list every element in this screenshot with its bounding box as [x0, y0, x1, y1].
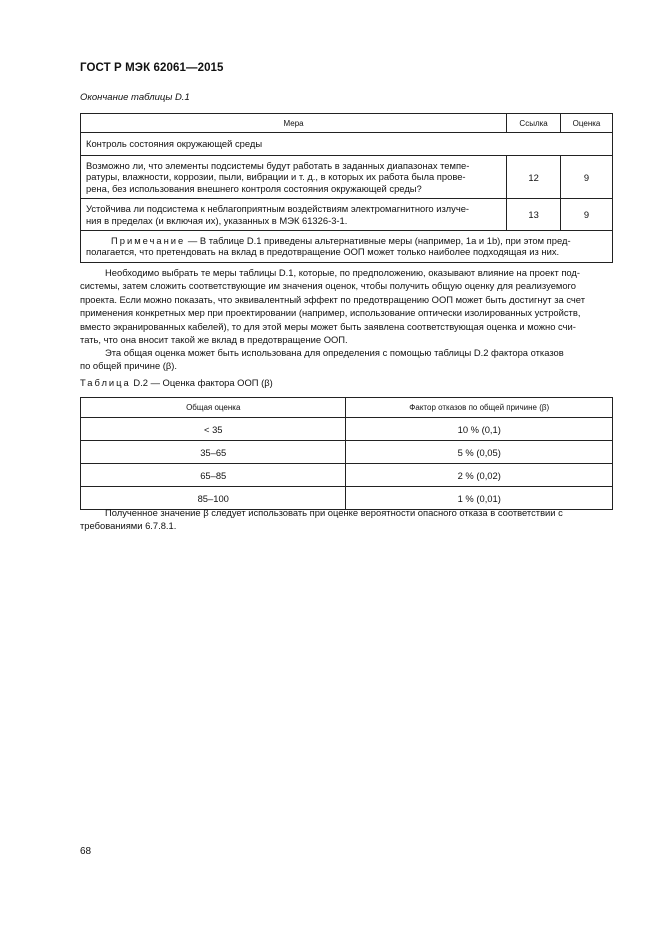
text-line: вместо экранированных кабелей), то для этой меры может быть заявлена соответствующая оценка и можно счи-: [80, 320, 576, 332]
column-header-measure: Мера: [81, 114, 507, 133]
table-header-row: [81, 398, 613, 418]
text-line: системы, затем сложить соответствующие им значения оценок, чтобы получить общую оценку для реализуемого: [80, 280, 576, 292]
score-cell: 9: [561, 199, 613, 231]
reference-cell: 13: [507, 199, 561, 231]
note-label: Примечание: [111, 235, 186, 246]
document-code: ГОСТ Р МЭК 62061—2015: [80, 62, 224, 74]
column-header-reference: Ссылка: [507, 114, 561, 133]
factor-cell: 2 % (0,02): [346, 464, 613, 487]
column-header-factor: Фактор отказов по общей причине (β): [346, 398, 613, 418]
table-row: [81, 199, 613, 231]
table-row: [81, 464, 613, 487]
paragraph-beta-usage: [80, 506, 613, 533]
table-d2: [80, 397, 613, 510]
caption-text: D.2 — Оценка фактора ООП (β): [130, 377, 273, 388]
text-line: применения конкретных мер при проектировании (например, использование оптически изолированных устройств,: [80, 307, 581, 319]
factor-cell: 5 % (0,05): [346, 441, 613, 464]
text-line: требованиями 6.7.8.1.: [80, 520, 177, 532]
section-title: Контроль состояния окружающей среды: [81, 133, 613, 156]
measure-cell: [81, 156, 507, 199]
page-number: 68: [80, 846, 92, 857]
caption-word: Таблица: [80, 377, 131, 388]
measure-cell: [81, 199, 507, 231]
reference-cell: 12: [507, 156, 561, 199]
text-line: проекта. Если можно показать, что эквивалентный эффект по предотвращению ООП может быть достигнут за счет: [80, 293, 585, 305]
table-d2-caption: [80, 377, 273, 388]
measure-line: ратуры, влажности, коррозии, пыли, вибрации и т. д., в которых их работа была прове-: [86, 171, 466, 183]
total-score-cell: 85–100: [81, 487, 346, 510]
table-continuation-label: Окончание таблицы D.1: [80, 92, 190, 103]
paragraph-total-score: [80, 346, 613, 373]
note-line: полагается, что претендовать на вклад в предотвращение ООП может только наиболее подходящая из них.: [86, 246, 560, 258]
column-header-score: Оценка: [561, 114, 613, 133]
text-line: по общей причине (β).: [80, 360, 178, 372]
measure-line: рена, без использования внешнего контроля состояния окружающей среды?: [86, 182, 422, 194]
measure-line: Устойчива ли подсистема к неблагоприятным воздействиям электромагнитного излуче-: [86, 203, 470, 215]
text-line: Эта общая оценка может быть использована для определения с помощью таблицы D.2 фактора отказов: [105, 347, 564, 358]
table-d1: [80, 113, 613, 263]
factor-cell: 10 % (0,1): [346, 418, 613, 441]
text-line: тать, что она вносит такой же вклад в предотвращение ООП.: [80, 334, 348, 346]
text-line: Полученное значение β следует использовать при оценке вероятности опасного отказа в соответствии с: [105, 507, 563, 518]
table-row: [81, 441, 613, 464]
text-line: Необходимо выбрать те меры таблицы D.1, которые, по предположению, оказывают влияние на проект под-: [105, 267, 581, 278]
table-section-row: [81, 133, 613, 156]
column-header-total-score: Общая оценка: [81, 398, 346, 418]
factor-cell: 1 % (0,01): [346, 487, 613, 510]
paragraph-measures: [80, 266, 613, 346]
total-score-cell: 65–85: [81, 464, 346, 487]
table-note: [81, 231, 613, 263]
measure-line: ния в пределах (и включая их), указанных в МЭК 61326-3-1.: [86, 214, 348, 226]
table-row: [81, 418, 613, 441]
measure-line: Возможно ли, что элементы подсистемы будут работать в заданных диапазонах темпе-: [86, 159, 470, 171]
score-cell: 9: [561, 156, 613, 199]
note-text: — В таблице D.1 приведены альтернативные меры (например, 1a и 1b), при этом пред-: [185, 235, 571, 246]
table-row: [81, 156, 613, 199]
note-line: [86, 235, 607, 246]
total-score-cell: < 35: [81, 418, 346, 441]
table-note-row: [81, 231, 613, 263]
table-header-row: [81, 114, 613, 133]
total-score-cell: 35–65: [81, 441, 346, 464]
